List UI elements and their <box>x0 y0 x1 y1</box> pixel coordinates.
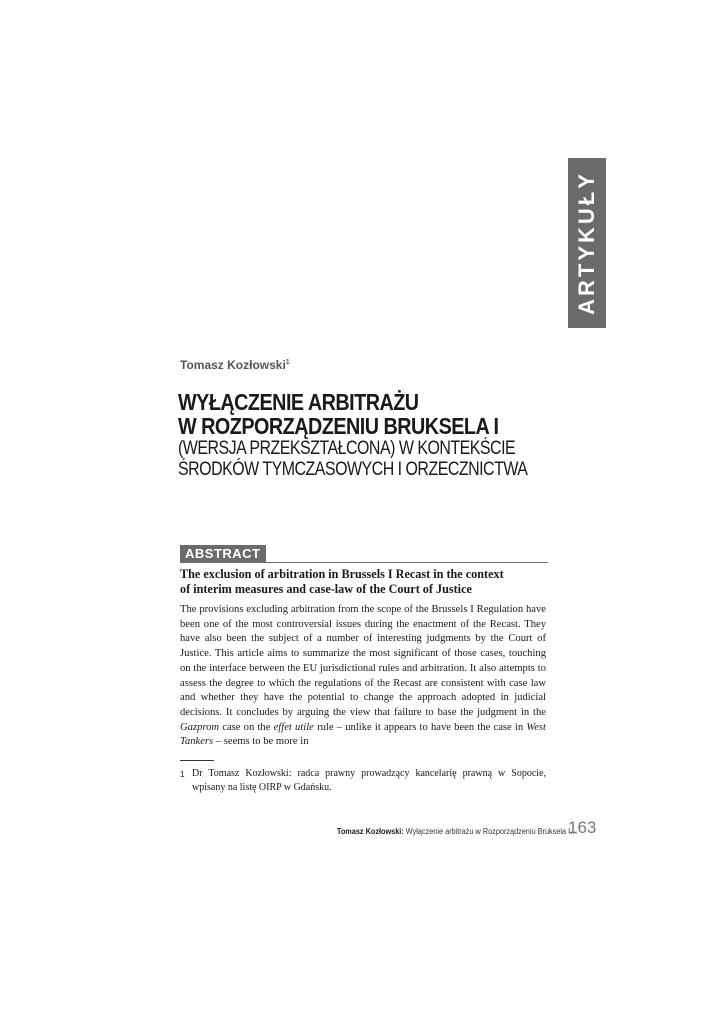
title-line-3: (WERSJA PRZEKSZTAŁCONA) W KONTEKŚCIE <box>178 438 516 459</box>
footnote-text: Dr Tomasz Kozłowski: radca prawny prowadzący kancelarię prawną w Sopocie, wpisany na listę OIRP w Gdańsku. <box>192 768 546 793</box>
abstract-text-1: The provisions excluding arbitration from the scope of the Brussels I Regulation have been one of the most controversial issues during the enactment of the Recast. They have also been the subject of a number of interesting judgments by the Court of Justice. This article aims to summarize the most significant of those cases, touching on the interface between the EU jurisdictional rules and arbitration. It also attempts to assess the degree to which the regulations of the Recast are consistent with case law and whether they have the potential to change the approach adopted in judicial decisions. It concludes by arguing the view that failure to base the judgment in the <box>180 604 546 718</box>
article-title <box>178 390 558 480</box>
abstract-text-3: rule – unlike it appears to have been the case in <box>313 721 527 733</box>
section-tab <box>568 158 606 328</box>
author-name-text: Tomasz Kozłowski <box>180 358 286 372</box>
abstract-body <box>180 603 546 750</box>
title-line-4: ŚRODKÓW TYMCZASOWYCH I ORZECZNICTWA <box>178 459 528 480</box>
abstract-title-line-2: of interim measures and case-law of the Court of Justice <box>180 582 472 596</box>
page-number: 163 <box>568 818 597 837</box>
abstract-italic-effet-utile: effet utile <box>273 721 314 733</box>
running-footer-author: Tomasz Kozłowski: <box>336 826 404 836</box>
title-line-2: W ROZPORZĄDZENIU BRUKSELA I <box>178 413 499 439</box>
abstract-italic-west-tankers: West Tankers <box>180 721 546 748</box>
running-footer <box>336 826 578 836</box>
abstract-badge: ABSTRACT <box>180 545 266 563</box>
title-line-1: WYŁĄCZENIE ARBITRAŻU <box>178 389 419 415</box>
abstract-text-4: – seems to be more in <box>213 736 309 748</box>
abstract-text-2: case on the <box>219 721 274 733</box>
footnote-divider <box>180 760 214 761</box>
abstract-paragraph <box>180 603 546 750</box>
abstract-title-line-1: The exclusion of arbitration in Brussels I Recast in the context <box>180 567 504 581</box>
footnote-number: 1 <box>180 769 185 779</box>
section-tab-label: ARTYKUŁY <box>574 171 599 315</box>
abstract-italic-gazprom: Gazprom <box>180 721 220 733</box>
author-name <box>180 358 290 372</box>
running-footer-title: Wyłączenie arbitrażu w Rozporządzeniu Bruksela I… <box>403 826 578 836</box>
footnote <box>180 767 546 794</box>
author-footnote-mark: 1 <box>285 359 290 366</box>
abstract-title <box>180 567 550 597</box>
abstract-divider <box>180 562 548 563</box>
